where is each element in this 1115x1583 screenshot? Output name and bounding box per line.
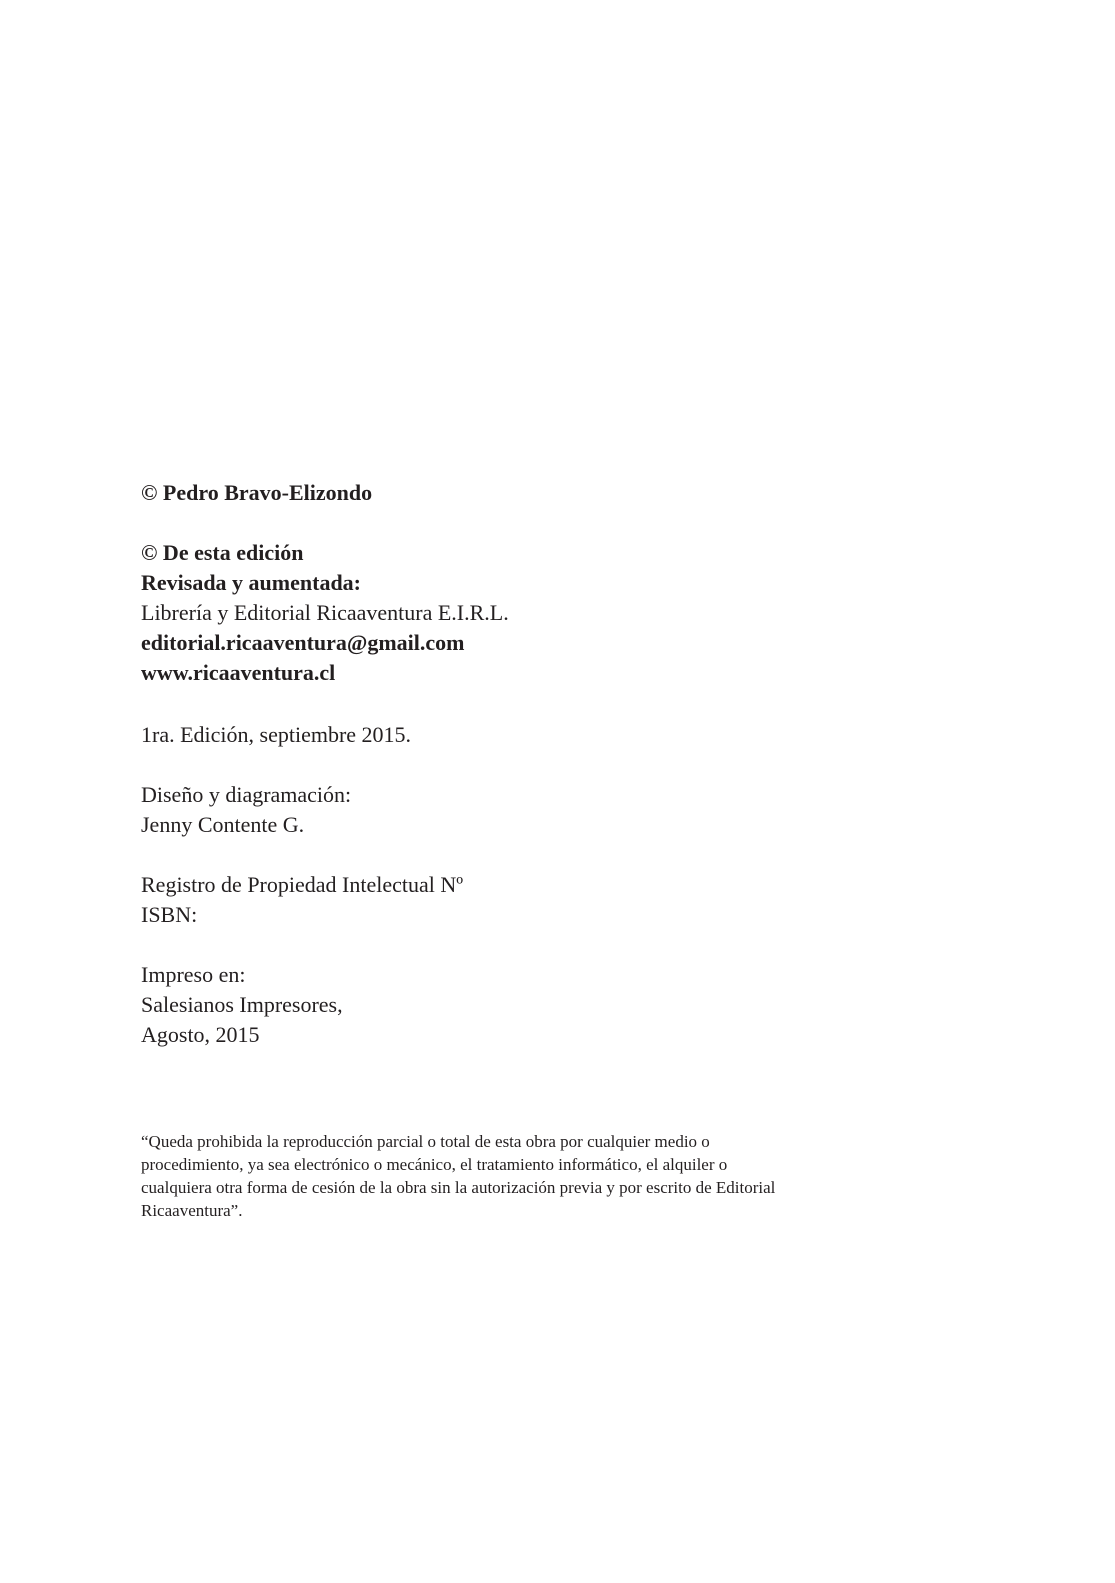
revised-label: Revisada y aumentada:: [141, 570, 362, 595]
edition-copyright: © De esta edición: [141, 540, 304, 565]
registry-block: [141, 870, 463, 930]
printing-block: [141, 960, 343, 1050]
first-edition-block: [141, 720, 411, 750]
printing-date: Agosto, 2015: [141, 1022, 260, 1047]
publisher-name: Librería y Editorial Ricaaventura E.I.R.L.: [141, 600, 509, 625]
intellectual-property-registry: Registro de Propiedad Intelectual Nº: [141, 872, 464, 897]
printed-in-label: Impreso en:: [141, 962, 246, 987]
edition-copyright-block: [141, 538, 509, 688]
design-credit-block: [141, 780, 351, 840]
author-copyright-block: [141, 478, 372, 508]
design-label: Diseño y diagramación:: [141, 782, 352, 807]
reproduction-notice: “Queda prohibida la reproducción parcial o total de esta obra por cualquier medio o procedimiento, ya sea electrónico o mecánico, el tratamiento informático, el alquiler o cualquiera otra forma de cesión de la obra sin la autorización previa y por escrito de Editorial Ricaaventura”.: [141, 1132, 776, 1220]
isbn-label: ISBN:: [141, 902, 198, 927]
first-edition: 1ra. Edición, septiembre 2015.: [141, 722, 412, 747]
printer-name: Salesianos Impresores,: [141, 992, 343, 1017]
author-copyright: © Pedro Bravo-Elizondo: [141, 480, 373, 505]
designer-name: Jenny Contente G.: [141, 812, 305, 837]
publisher-email: editorial.ricaaventura@gmail.com: [141, 630, 465, 655]
publisher-website: www.ricaaventura.cl: [141, 660, 336, 685]
